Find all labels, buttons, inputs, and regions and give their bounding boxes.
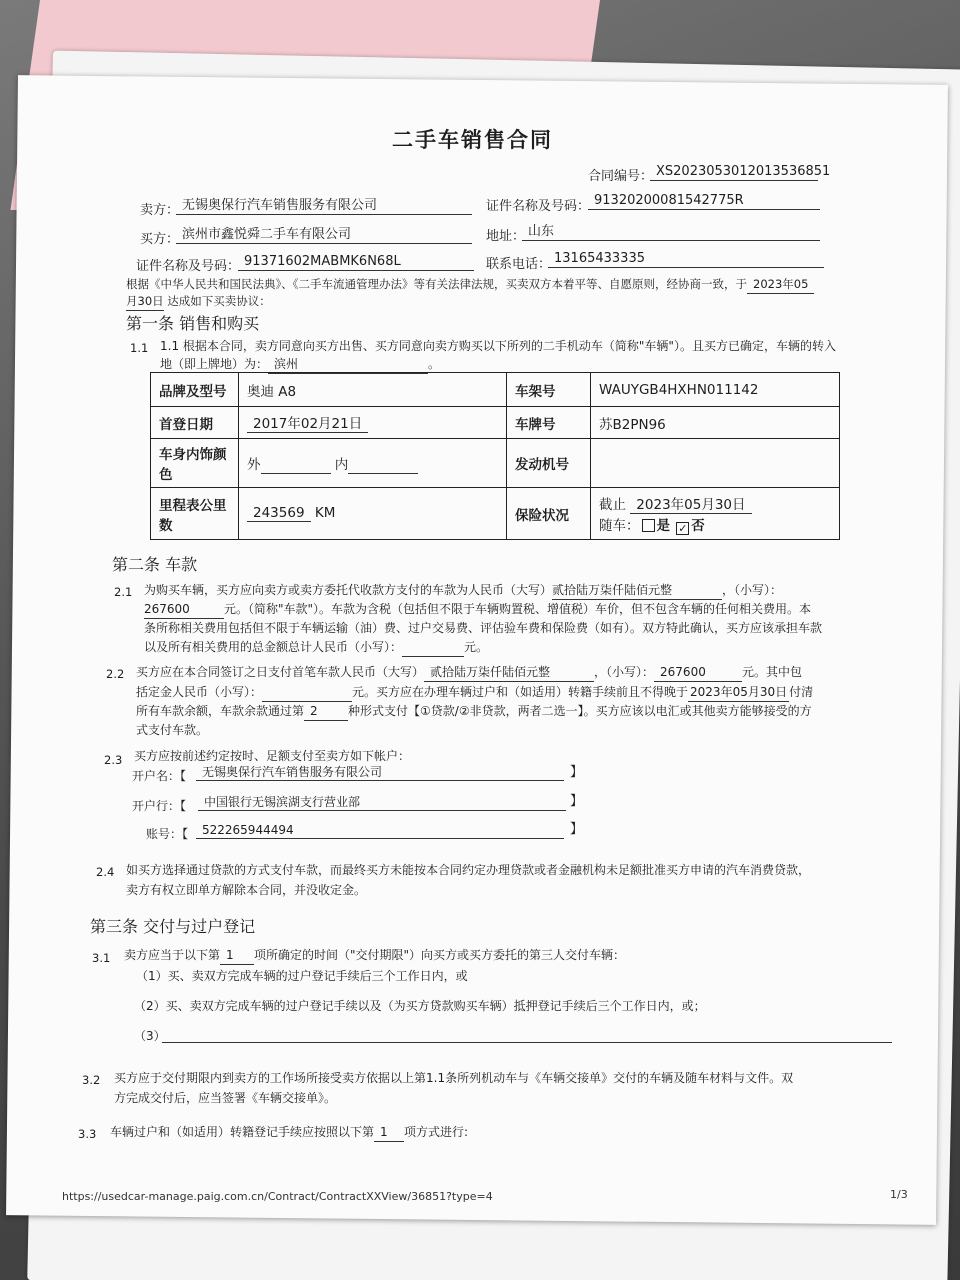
p21-text-a: 为购买车辆，买方应向卖方或卖方委托代收款方支付的车款为人民币（大写） bbox=[144, 583, 553, 597]
transfer-option-number: 1 bbox=[374, 1124, 404, 1142]
first-payment-upper: 贰拾陆万柒仟陆佰元整 bbox=[424, 664, 594, 682]
p22-text-f: 付清 bbox=[789, 685, 814, 699]
footer-url: https://usedcar-manage.paig.com.cn/Contract/ContractXXView/36851?type=4 bbox=[62, 1190, 493, 1203]
brand-label: 品牌及型号 bbox=[151, 373, 239, 407]
reg-date-label: 首登日期 bbox=[151, 407, 239, 439]
preamble-text: 根据《中华人民共和国民法典》、《二手车流通管理办法》等有关法律法规，买卖双方本着平等、自愿原则，经协商一致，于 bbox=[126, 277, 747, 291]
transfer-place: 滨州 bbox=[268, 356, 428, 374]
engine-label: 发动机号 bbox=[507, 439, 591, 488]
insurance-until-label: 截止 bbox=[599, 496, 626, 513]
p22-text-d: 括定金人民币（小写）： bbox=[136, 685, 263, 699]
bracket-close-3: 】 bbox=[570, 822, 584, 837]
seller-label: 卖方： bbox=[140, 203, 180, 218]
clause-1-1-text: 1.1 根据本合同，卖方同意向买方出售、买方同意向卖方购买以下所列的二手机动车（简称"车辆"）。且买方已确定，车辆的转入 bbox=[160, 339, 836, 353]
clause-2-3-text: 买方应按前述约定按时、足额支付至卖方如下帐户： bbox=[134, 749, 411, 763]
bracket-close-1: 】 bbox=[570, 765, 584, 780]
exterior-color-label: 外 bbox=[247, 456, 261, 473]
delivery-option-3-label: （3） bbox=[134, 1029, 166, 1043]
buyer-name: 滨州市鑫悦舜二手车有限公司 bbox=[176, 227, 472, 244]
p21-text-b: ，（小写）： bbox=[722, 583, 783, 597]
seller-id: 91320200081542775R bbox=[588, 193, 820, 210]
delivery-option-1: （1）买、卖双方完成车辆的过户登记手续后三个工作日内，或 bbox=[136, 969, 468, 983]
plate-value: 苏B2PN96 bbox=[591, 407, 840, 439]
price-upper: 贰拾陆万柒仟陆佰元整 bbox=[552, 582, 722, 600]
mileage-label: 里程表公里数 bbox=[151, 488, 239, 540]
plate-label: 车牌号 bbox=[507, 407, 591, 439]
yes-label: 是 bbox=[656, 517, 670, 534]
mileage-value: 243569 bbox=[247, 505, 311, 522]
mileage-cell bbox=[239, 488, 507, 540]
clause-2-1-number: 2.1 bbox=[114, 585, 133, 599]
article3-heading: 第三条 交付与过户登记 bbox=[90, 917, 256, 936]
clause-3-3-number: 3.3 bbox=[78, 1127, 97, 1141]
p22-text-h: 种形式支付【①贷款/②非贷款，两者二选一】。买方应该以电汇或其他卖方能够接受的方 bbox=[348, 704, 812, 718]
clause-2-4-number: 2.4 bbox=[96, 865, 115, 879]
engine-value bbox=[591, 439, 840, 488]
clause-3-2-line1: 买方应于交付期限内到卖方的工作场所接受卖方依据以上第1.1条所列机动车与《车辆交接单》交付的车辆及随车材料与文件。双 bbox=[114, 1071, 794, 1085]
p31-text-a: 卖方应当于以下第 bbox=[124, 948, 221, 962]
bracket-close-2: 】 bbox=[570, 794, 584, 809]
account-number: 522265944494 bbox=[196, 822, 564, 839]
preamble-line2 bbox=[126, 293, 271, 311]
vehicle-info-table bbox=[150, 372, 840, 540]
clause-2-2-line1 bbox=[136, 664, 802, 682]
color-label: 车身内饰颜色 bbox=[151, 439, 239, 488]
clause-2-3-number: 2.3 bbox=[104, 753, 123, 767]
clause-2-1-line4 bbox=[144, 639, 488, 657]
p21-text-f: 元。 bbox=[464, 640, 489, 654]
buyer-address: 山东 bbox=[522, 224, 820, 241]
buyer-id-label: 证件名称及号码： bbox=[136, 259, 241, 274]
bank-label: 开户行：【 bbox=[132, 799, 187, 813]
bank-name: 中国银行无锡滨湖支行营业部 bbox=[198, 794, 566, 811]
brand-value: 奥迪 A8 bbox=[239, 373, 507, 407]
account-no-label: 账号：【 bbox=[146, 827, 189, 841]
buyer-label: 买方： bbox=[140, 232, 180, 247]
page-number: 1/3 bbox=[890, 1188, 908, 1201]
clause-3-3-text bbox=[110, 1124, 468, 1142]
payoff-date: 2023年05月30日 bbox=[688, 684, 789, 702]
payment-method-number: 2 bbox=[304, 703, 348, 721]
checkbox-no-checked: ✓ bbox=[678, 521, 688, 535]
preamble-text2: 达成如下买卖协议： bbox=[167, 294, 271, 308]
p22-text-c: 元。其中包 bbox=[742, 665, 803, 679]
no-label: 否 bbox=[691, 517, 705, 534]
color-cell bbox=[239, 439, 507, 488]
p33-text-a: 车辆过户和（如适用）转籍登记手续应按照以下第 bbox=[110, 1125, 375, 1139]
phone-label: 联系电话： bbox=[486, 257, 552, 272]
agreement-date-part1: 2023年05 bbox=[747, 276, 814, 294]
account-name-label: 开户名：【 bbox=[132, 769, 187, 783]
article1-heading: 第一条 销售和购买 bbox=[126, 314, 260, 333]
clause-2-2-line3 bbox=[136, 703, 812, 721]
clause-2-1-line1 bbox=[144, 582, 782, 600]
p21-text-e: 以及所有相关费用的总金额总计人民币（小写）： bbox=[144, 640, 403, 654]
vin-label: 车架号 bbox=[507, 373, 591, 407]
clause-2-1-line3: 条所称相关费用包括但不限于车辆运输（油）费、过户交易费、评估验车费和保险费（如有）。双方特此确认，买方应该承担车款 bbox=[144, 621, 823, 635]
price-lower: 267600 bbox=[144, 601, 224, 619]
insurance-with-car-label: 随车： bbox=[599, 517, 640, 534]
seller-name: 无锡奥保行汽车销售服务有限公司 bbox=[176, 198, 472, 215]
clause-3-2-line2: 方完成交付后，应当签署《车辆交接单》。 bbox=[114, 1091, 337, 1105]
insurance-cell bbox=[591, 488, 840, 540]
clause-2-2-number: 2.2 bbox=[106, 667, 125, 681]
mileage-unit: KM bbox=[314, 505, 336, 521]
seller-id-label: 证件名称及号码： bbox=[486, 199, 591, 214]
p22-text-a: 买方应在本合同签订之日支付首笔车款人民币（大写） bbox=[136, 665, 425, 679]
reg-date-cell bbox=[239, 407, 507, 439]
clause-3-2-number: 3.2 bbox=[82, 1073, 101, 1087]
clause-1-1-number: 1.1 bbox=[130, 341, 149, 355]
clause-2-1-line2 bbox=[144, 601, 811, 619]
article2-heading: 第二条 车款 bbox=[112, 555, 198, 574]
p31-text-b: 项所确定的时间（"交付期限"）向买方或买方委托的第三人交付车辆： bbox=[254, 948, 626, 962]
clause-2-4-line1: 如买方选择通过贷款的方式支付车款，而最终买方未能按本合同约定办理贷款或者金融机构未足额批准买方申请的汽车消费贷款， bbox=[126, 863, 811, 877]
p22-text-e: 元。买方应在办理车辆过户和（如适用）转籍手续前且不得晚于 bbox=[352, 685, 689, 699]
contract-no-label: 合同编号： bbox=[588, 169, 654, 184]
clause-2-2-line4: 式支付车款。 bbox=[136, 723, 209, 737]
reg-date-value: 2017年02月21日 bbox=[247, 412, 368, 433]
insurance-label: 保险状况 bbox=[507, 488, 591, 540]
document-title: 二手车销售合同 bbox=[392, 128, 553, 152]
delivery-option-number: 1 bbox=[220, 947, 254, 965]
clause-2-2-line2 bbox=[136, 684, 813, 702]
first-payment-lower: 267600 bbox=[654, 664, 742, 682]
buyer-id: 91371602MABMK6N68L bbox=[238, 254, 474, 271]
p22-text-g: 所有车款余额，车款余款通过第 bbox=[136, 704, 305, 718]
delivery-option-3-blank bbox=[162, 1026, 892, 1043]
vin-value: WAUYGB4HXHN011142 bbox=[591, 373, 840, 407]
transfer-place-label: 地（即上牌地）为： bbox=[160, 357, 269, 371]
clause-3-1-number: 3.1 bbox=[92, 951, 111, 965]
preamble-line1 bbox=[126, 276, 814, 294]
interior-color-label: 内 bbox=[334, 456, 349, 473]
clause-3-1-line1 bbox=[124, 947, 625, 965]
delivery-option-2: （2）买、卖双方完成车辆的过户登记手续以及（为买方贷款购买车辆）抵押登记手续后三个工作日内，或； bbox=[134, 999, 706, 1013]
p21-text-c: 元。（简称"车款"）。车款为含税（包括但不限于车辆购置税、增值税）车价，但不包含车辆的任何相关费用。本 bbox=[224, 602, 812, 616]
period: 。 bbox=[428, 357, 441, 371]
account-name: 无锡奥保行汽车销售服务有限公司 bbox=[196, 764, 564, 781]
buyer-phone: 13165433335 bbox=[548, 251, 824, 268]
p33-text-b: 项方式进行: bbox=[404, 1125, 469, 1139]
clause-2-4-line2: 卖方有权立即单方解除本合同，并没收定金。 bbox=[126, 883, 367, 897]
p22-text-b: ，（小写）： bbox=[594, 665, 655, 679]
agreement-date-part2: 月30日 bbox=[126, 293, 164, 311]
insurance-until-date: 2023年05月30日 bbox=[630, 493, 751, 514]
address-label: 地址： bbox=[486, 229, 526, 244]
contract-no: XS2023053012013536851 bbox=[650, 164, 818, 181]
checkbox-yes bbox=[642, 519, 655, 532]
